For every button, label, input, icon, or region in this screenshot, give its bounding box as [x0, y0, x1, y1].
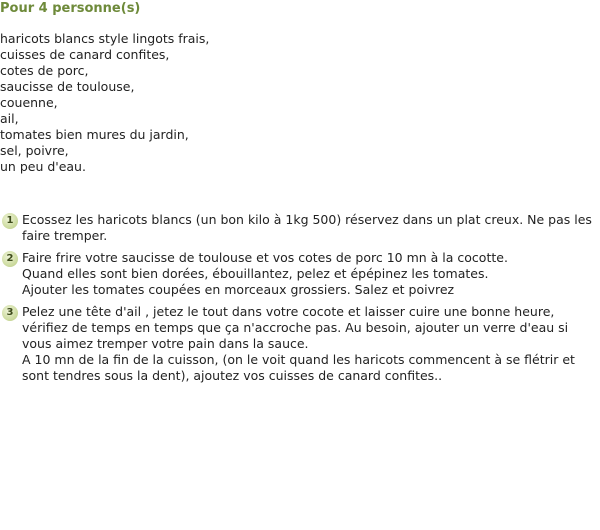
recipe-title: Pour 4 personne(s): [0, 1, 141, 16]
step-number-badge: 1: [2, 213, 18, 229]
step-item-3: [0, 304, 600, 384]
step-list: [0, 212, 600, 390]
ingredient-item: cuisses de canard confites,: [0, 47, 170, 62]
ingredient-item: tomates bien mures du jardin,: [0, 127, 189, 142]
ingredient-item: sel, poivre,: [0, 143, 69, 158]
ingredient-item: un peu d'eau.: [0, 159, 86, 174]
step-item-2: [0, 250, 600, 298]
step-number-badge: 2: [2, 251, 18, 267]
step-text: Faire frire votre saucisse de toulouse et vos cotes de porc 10 mn à la cocotte. Quand elles sont bien dorées, ébouillantez, pelez et épépinez les tomates. Ajouter les tomates coupées en morceaux grossiers. Salez et poivrez: [22, 250, 508, 297]
step-item-1: [0, 212, 600, 244]
ingredient-list: [0, 31, 209, 175]
ingredient-item: cotes de porc,: [0, 63, 89, 78]
step-text: Pelez une tête d'ail , jetez le tout dans votre cocote et laisser cuire une bonne heure, vérifiez de temps en temps que ça n'accroche pas. Au besoin, ajouter un verre d'eau si vous aimez tremper votre pain dans la sauce. A 10 mn de la fin de la cuisson, (on le voit quand les haricots commencent à se flétrir et sont tendres sous la dent), ajoutez vos cuisses de canard confites..: [22, 304, 575, 383]
ingredient-item: ail,: [0, 111, 19, 126]
step-text: Ecossez les haricots blancs (un bon kilo à 1kg 500) réservez dans un plat creux. Ne pas les faire tremper.: [22, 212, 592, 243]
ingredient-item: haricots blancs style lingots frais,: [0, 31, 210, 46]
ingredient-item: saucisse de toulouse,: [0, 79, 135, 94]
step-number-badge: 3: [2, 305, 18, 321]
ingredient-item: couenne,: [0, 95, 58, 110]
